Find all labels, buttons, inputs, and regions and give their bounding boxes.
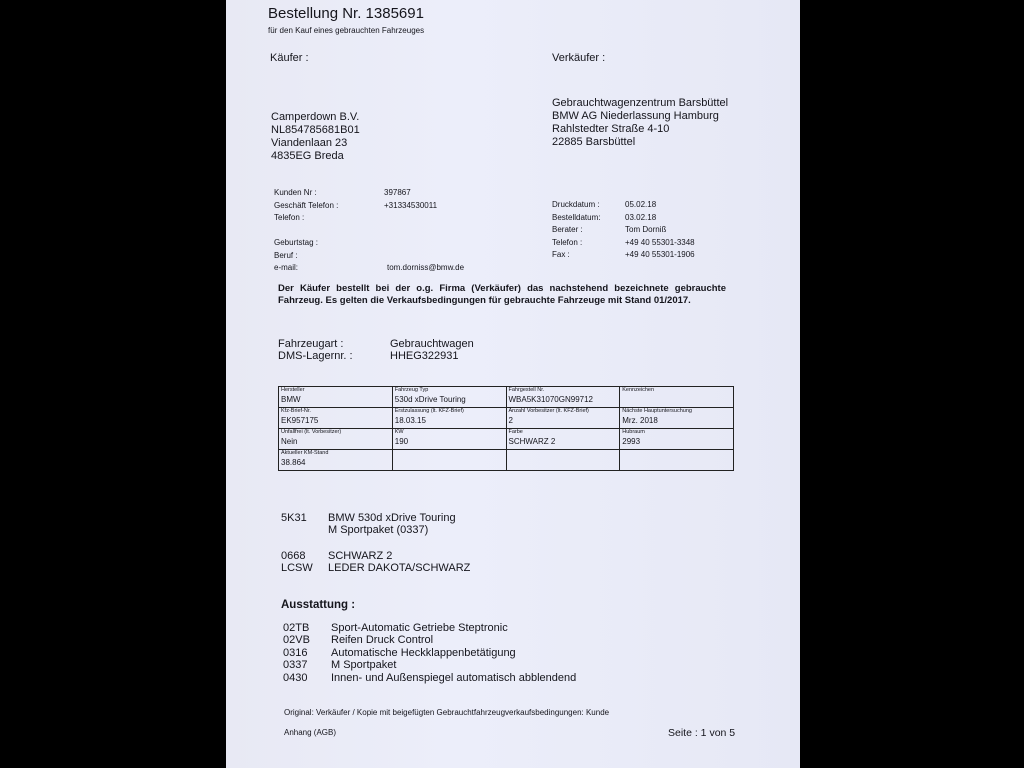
buyer-heading: Käufer : xyxy=(270,52,309,64)
table-cell: Unfallfrei (lt. Vorbesitzer) Nein xyxy=(279,429,393,450)
seller-heading: Verkäufer : xyxy=(552,52,606,64)
email: tom.dorniss@bmw.de xyxy=(387,263,465,272)
vehicle-type-value: Gebrauchtwagen xyxy=(390,338,474,350)
dealer-label: Druckdatum : xyxy=(552,200,600,209)
list-item xyxy=(283,647,576,659)
profession xyxy=(384,250,464,263)
color-code: 0668 xyxy=(281,550,306,562)
equipment-desc: M Sportpaket xyxy=(331,659,397,672)
buyer-address xyxy=(271,111,360,163)
equipment-code: 02VB xyxy=(283,634,310,647)
equipment-code: 0316 xyxy=(283,646,308,659)
seller-line: BMW AG Niederlassung Hamburg xyxy=(552,110,719,122)
table-row xyxy=(279,387,734,408)
list-item xyxy=(283,672,576,684)
table-cell: Aktueller KM-Stand 38.864 xyxy=(279,450,393,471)
color-desc: SCHWARZ 2 xyxy=(328,550,393,562)
seller-line: Rahlstedter Straße 4-10 xyxy=(552,123,670,135)
list-item xyxy=(281,562,470,574)
customer-values xyxy=(384,187,464,275)
table-cell: Anzahl Vorbesitzer (lt. KFZ-Brief) 2 xyxy=(506,408,620,429)
dealer-label: Bestelldatum: xyxy=(552,212,601,222)
list-item xyxy=(283,634,576,646)
vehicle-type-label: Fahrzeugart : xyxy=(278,338,344,350)
order-date: 03.02.18 xyxy=(625,212,657,222)
buyer-line: Viandenlaan 23 xyxy=(271,137,348,149)
dealer-label: Fax : xyxy=(552,250,570,259)
phone xyxy=(384,212,464,225)
buyer-line: 4835EG Breda xyxy=(271,150,344,162)
equipment-code: 02TB xyxy=(283,622,310,634)
list-item xyxy=(283,622,576,634)
order-subtitle: für den Kauf eines gebrauchten Fahrzeuges xyxy=(268,26,425,35)
customer-label xyxy=(274,225,338,238)
customer-label: Geburtstag : xyxy=(274,238,319,247)
footer-original-note: Original: Verkäufer / Kopie mit beigefügten Gebrauchtfahrzeugverkaufsbedingungen: Kunde xyxy=(284,708,610,717)
advisor: Tom Dorniß xyxy=(625,225,667,234)
equipment-heading: Ausstattung : xyxy=(281,599,356,611)
birthday xyxy=(384,237,464,250)
equipment-desc: Automatische Heckklappenbetätigung xyxy=(331,646,516,659)
order-statement: Der Käufer bestellt bei der o.g. Firma (Verkäufer) das nachstehend bezeichnete gebrauchte Fahrzeug. Es gelten die Verkaufsbedingungen für gebrauchte Fahrzeuge mit Stand 01/2017. xyxy=(278,283,726,306)
table-cell xyxy=(392,450,506,471)
model-code: 5K31 xyxy=(281,512,307,524)
table-cell: Kennzeichen xyxy=(620,387,734,408)
equipment-code: 0430 xyxy=(283,671,308,684)
dealer-label: Berater : xyxy=(552,225,583,234)
dealer-phone: +49 40 55301-3348 xyxy=(625,237,695,247)
table-cell: Nächste Hauptuntersuchung Mrz. 2018 xyxy=(620,408,734,429)
order-title: Bestellung Nr. 1385691 xyxy=(268,5,424,22)
customer-labels xyxy=(274,187,338,275)
customer-label: Beruf : xyxy=(274,250,298,260)
footer-annex: Anhang (AGB) xyxy=(284,728,337,737)
equipment-list xyxy=(283,622,576,684)
table-cell: Erstzulassung (lt. KFZ-Brief) 18.03.15 xyxy=(392,408,506,429)
model-block xyxy=(281,512,456,536)
dealer-label: Telefon : xyxy=(552,237,583,247)
model-name: BMW 530d xDrive Touring xyxy=(328,512,456,524)
color-desc: LEDER DAKOTA/SCHWARZ xyxy=(328,562,471,574)
seller-line: Gebrauchtwagenzentrum Barsbüttel xyxy=(552,97,729,109)
equipment-code: 0337 xyxy=(283,659,308,672)
dealer-fax: +49 40 55301-1906 xyxy=(625,250,695,259)
table-cell: Fahrzeug Typ 530d xDrive Touring xyxy=(392,387,506,408)
equipment-desc: Reifen Druck Control xyxy=(331,634,434,647)
table-cell: Hersteller BMW xyxy=(279,387,393,408)
buyer-line: Camperdown B.V. xyxy=(271,111,360,123)
vehicle-meta-values xyxy=(390,338,474,362)
customer-label: Geschäft Telefon : xyxy=(274,200,339,210)
list-item xyxy=(283,659,576,671)
list-item xyxy=(281,550,470,562)
seller-line: 22885 Barsbüttel xyxy=(552,136,636,148)
dealer-values xyxy=(625,199,695,262)
table-cell: Kfz-Brief-Nr. EK957175 xyxy=(279,408,393,429)
customer-number: 397867 xyxy=(384,188,411,197)
stock-number-value: HHEG322931 xyxy=(390,350,459,362)
print-date: 05.02.18 xyxy=(625,200,657,209)
buyer-line: NL854785681B01 xyxy=(271,124,360,136)
table-cell: Hubraum 2993 xyxy=(620,429,734,450)
color-block xyxy=(281,550,470,574)
equipment-desc: Innen- und Außenspiegel automatisch abblendend xyxy=(331,671,577,684)
table-row xyxy=(279,450,734,471)
blank xyxy=(384,225,464,238)
seller-address xyxy=(552,97,728,149)
vehicle-data-table xyxy=(278,386,734,471)
model-package: M Sportpaket (0337) xyxy=(328,524,429,536)
equipment-desc: Sport-Automatic Getriebe Steptronic xyxy=(331,622,508,634)
table-cell xyxy=(620,450,734,471)
table-row xyxy=(279,429,734,450)
vehicle-meta-labels xyxy=(278,338,353,362)
table-row xyxy=(279,408,734,429)
customer-label: Kunden Nr : xyxy=(274,188,317,197)
table-cell: Fahrgestell Nr. WBA5K31070GN99712 xyxy=(506,387,620,408)
color-code: LCSW xyxy=(281,562,313,574)
business-phone: +31334530011 xyxy=(384,200,438,210)
customer-label: Telefon : xyxy=(274,213,305,222)
dealer-labels xyxy=(552,199,600,262)
customer-label: e-mail: xyxy=(274,263,299,272)
table-cell: Farbe SCHWARZ 2 xyxy=(506,429,620,450)
table-cell xyxy=(506,450,620,471)
stock-number-label: DMS-Lagernr. : xyxy=(278,350,353,362)
page-number: Seite : 1 von 5 xyxy=(668,727,736,739)
table-cell: KW 190 xyxy=(392,429,506,450)
